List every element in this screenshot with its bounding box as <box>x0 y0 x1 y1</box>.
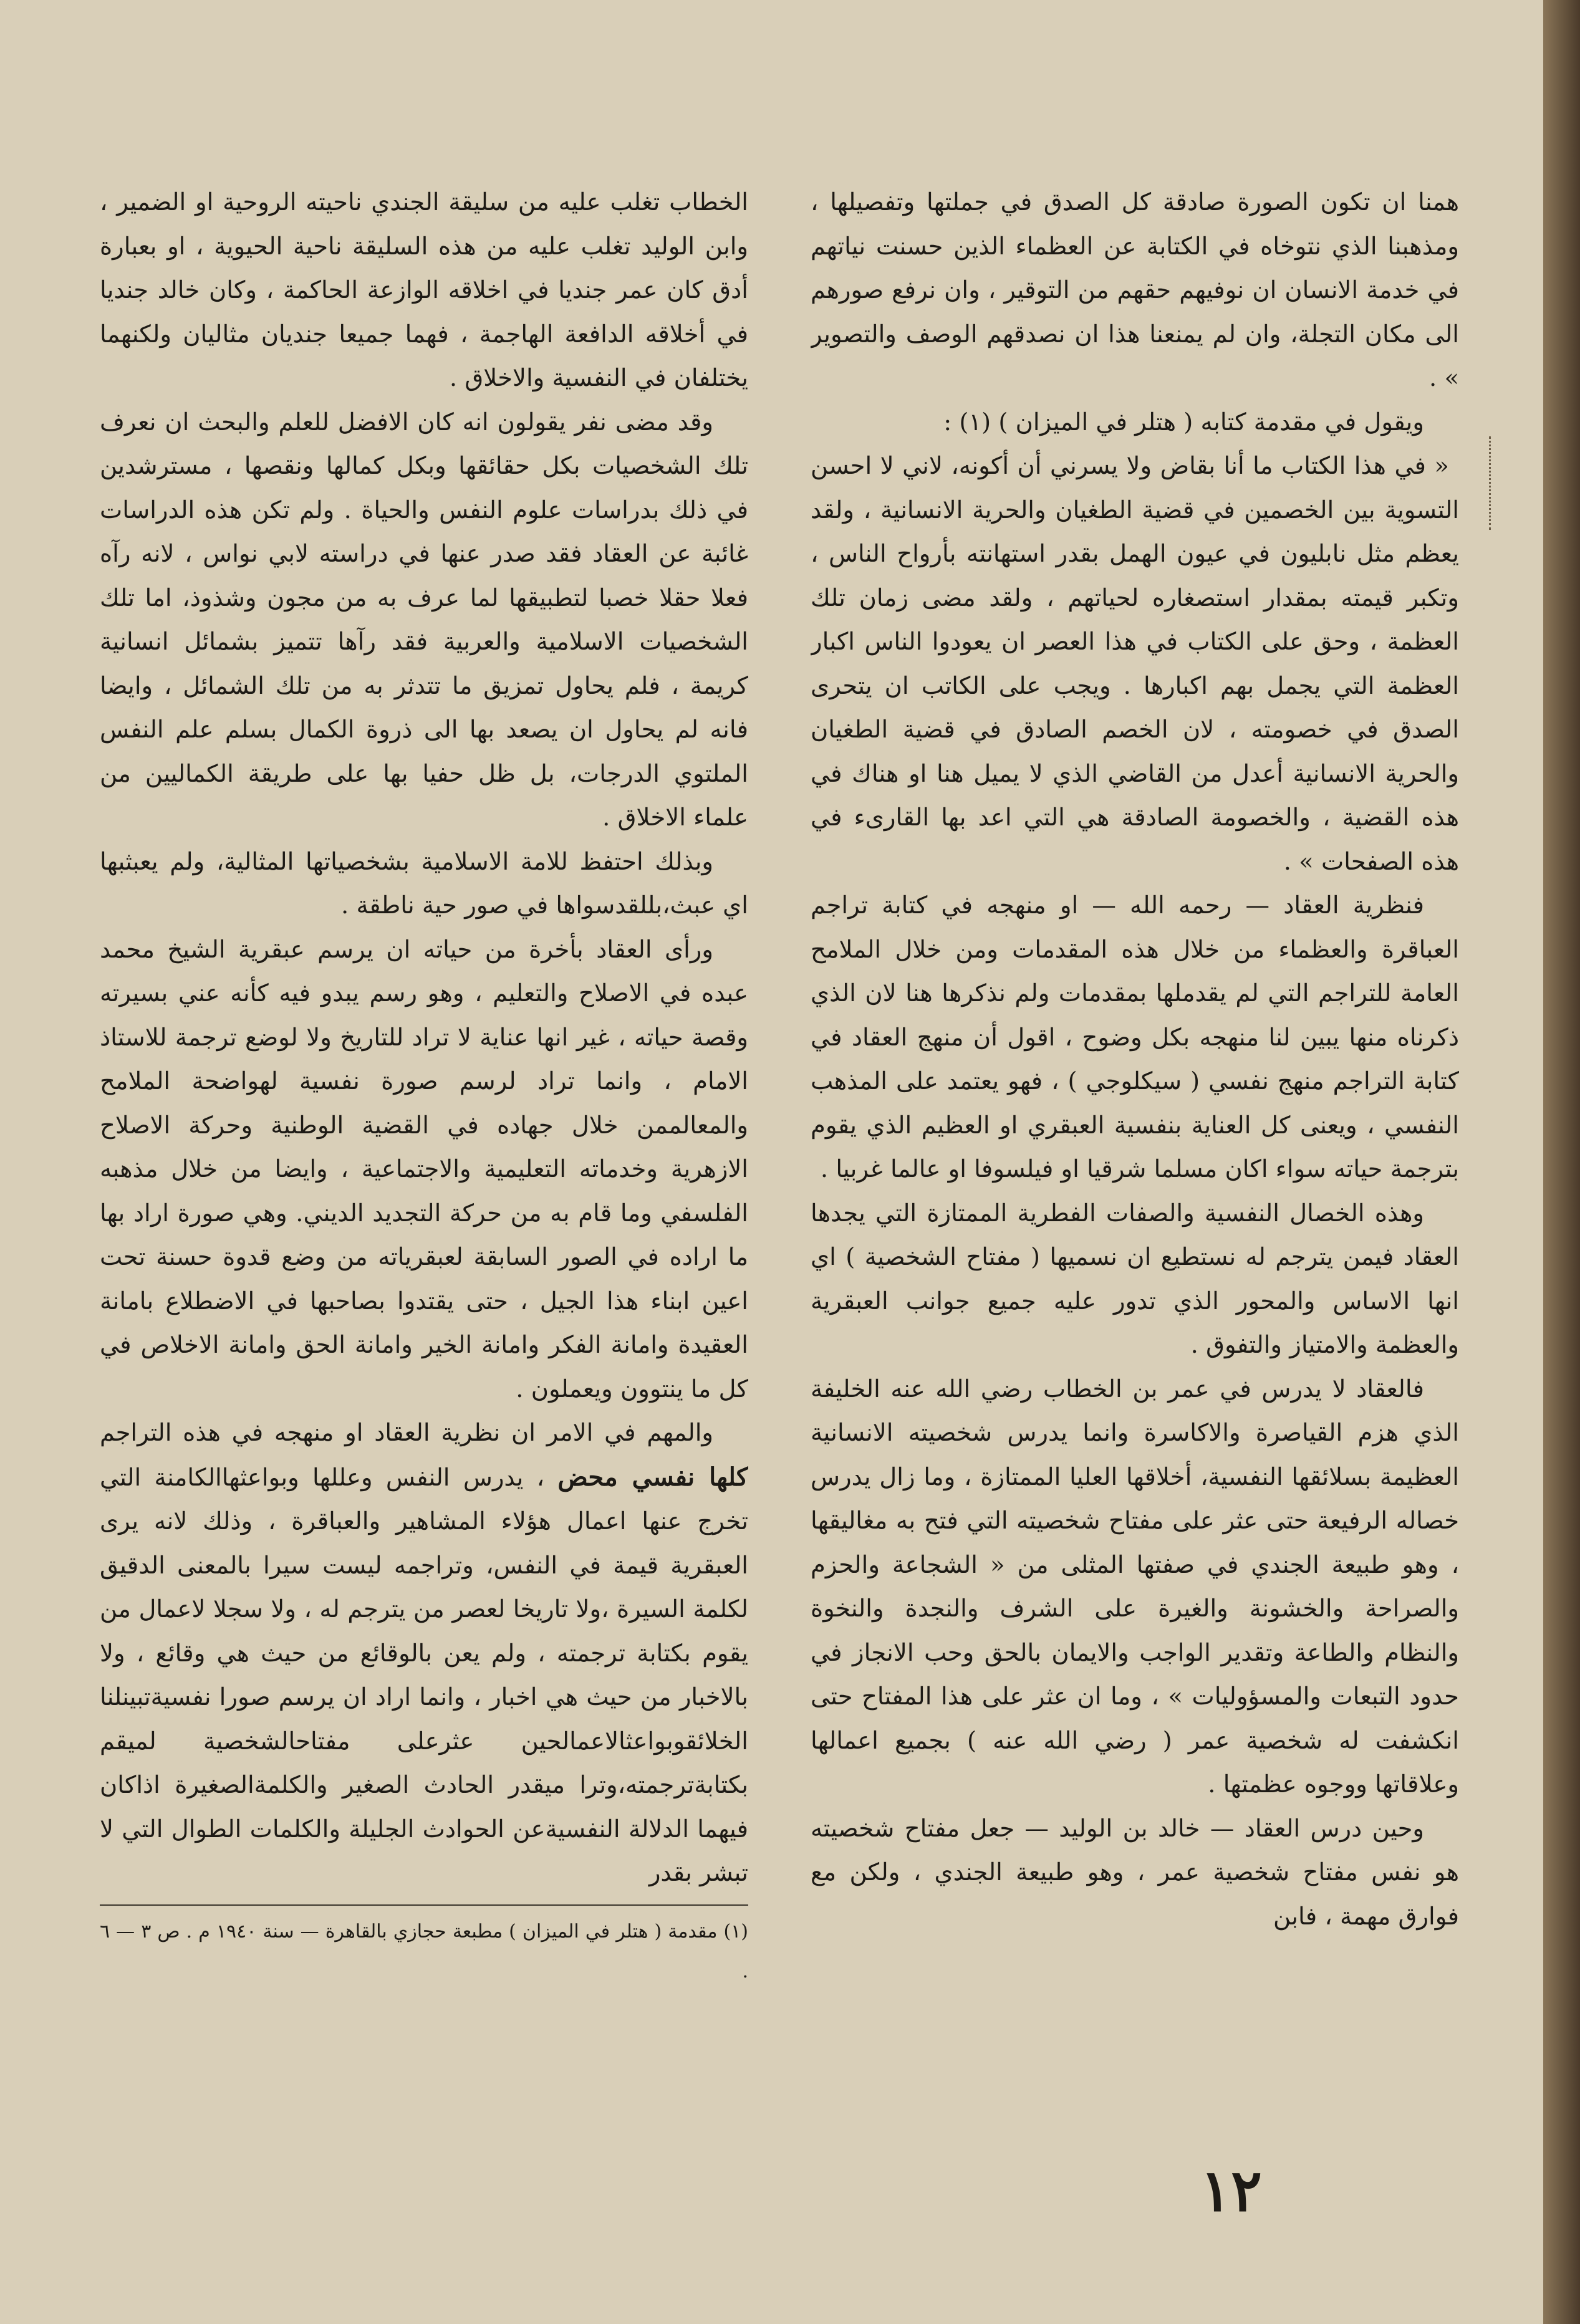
footnote: (١) مقدمة ( هتلر في الميزان ) مطبعة حجازي بالقاهرة — سنة ١٩٤٠ م . ص ٣ — ٦ . <box>100 1920 748 1982</box>
paragraph-text: والمهم في الامر ان نظرية العقاد او منهجه في هذه التراجم <box>100 1419 713 1447</box>
emphasized-phrase: كلها نفسي محض <box>557 1462 748 1492</box>
paragraph: فالعقاد لا يدرس في عمر بن الخطاب رضي الله عنه الخليفة الذي هزم القياصرة والاكاسرة وانما يدرس شخصيته الانسانية العظيمة بسلائقها النفسية، أخلاقها العليا الممتازة ، وما زال يدرس خصاله الرفيعة حتى عثر على مفتاح شخصيته التي فتح به مغاليقها ، وهو طبيعة الجندي في صفتها المثلى من « الشجاعة والحزم والصراحة والخشونة والغيرة على الشرف والنجدة والنخوة والنظام والطاعة وتقدير الواجب والايمان بالحق وحب الانجاز في حدود التبعات والمسؤوليات » ، وما ان عثر على هذا المفتاح حتى انكشفت له شخصية عمر ( رضي الله عنه ) بجميع اعمالها وعلاقاتها ووجوه عظمتها . <box>811 1375 1459 1798</box>
paragraph: وقد مضى نفر يقولون انه كان الافضل للعلم والبحث ان نعرف تلك الشخصيات بكل حقائقها وبكل كمالها ونقصها ، مسترشدين في ذلك بدراسات علوم النفس والحياة . ولم تكن هذه الدراسات غائبة عن العقاد فقد صدر عنها في دراسته لابي نواس ، لانه رآه فعلا حقلا خصبا لتطبيقها لما عرف به من مجون وشذوذ، اما تلك الشخصيات الاسلامية والعربية فقد رآها تتميز بشمائل انسانية كريمة ، فلم يحاول تمزيق ما تتدثر به من تلك الشمائل ، وايضا فانه لم يحاول ان يصعد بها الى ذروة الكمال بسلم علم النفس الملتوي الدرجات، بل ظل حفيا بها على طريقة الكماليين من علماء الاخلاق . <box>100 408 748 832</box>
paragraph: همنا ان تكون الصورة صادقة كل الصدق في جملتها وتفصيلها ، ومذهبنا الذي نتوخاه في الكتابة عن العظماء الذين حسنت نياتهم في خدمة الانسان ان نوفيهم حقهم من التوقير ، وان نرفع صورهم الى مكان التجلة، وان لم يمنعنا هذا ان نصدقهم الوصف والتصوير » . <box>811 188 1459 392</box>
paragraph: وبذلك احتفظ للامة الاسلامية بشخصياتها المثالية، ولم يعبثبها اي عبث،بللقدسواها في صور حية ناطقة . <box>100 847 748 920</box>
paragraph: وحين درس العقاد — خالد بن الوليد — جعل مفتاح شخصيته هو نفس مفتاح شخصية عمر ، وهو طبيعة الجندي ، ولكن مع فوارق مهمة ، فابن <box>811 1814 1459 1931</box>
paragraph: وهذه الخصال النفسية والصفات الفطرية الممتازة التي يجدها العقاد فيمن يترجم له نستطيع ان نسميها ( مفتاح الشخصية ) اي انها الاساس والمحور الذي تدور عليه جميع جوانب العبقرية والعظمة والامتياز والتفوق . <box>811 1199 1459 1359</box>
paragraph <box>100 1411 748 1896</box>
binding-marks <box>1483 436 1491 530</box>
left-text-column <box>100 181 748 2063</box>
paragraph-text: ، يدرس النفس وعللها وبواعثهاالكامنة التي تخرج عنها اعمال هؤلاء المشاهير والعباقرة ، وذلك لانه يرى العبقرية قيمة في النفس، وتراجمه ليست سيرا بالمعنى الدقيق لكلمة السيرة ،ولا تاريخا لعصر من يترجم له ، ولا سجلا لاعمال من يقوم بكتابة ترجمته ، ولم يعن بالوقائع من حيث هي وقائع ، ولا بالاخبار من حيث هي اخبار ، وانما اراد ان يرسم صورا نفسيةتبينلنا الخلائقوبواعثالاعمالحين عثرعلى مفتاحالشخصية لميقم بكتابةترجمته،وترا ميقدر الحادث الصغير والكلمةالصغيرة اذاكان فيهما الدلالة النفسيةعن الحوادث الجليلة والكلمات الطوال التي لا تبشر بقدر <box>100 1463 748 1887</box>
footnote-divider <box>100 1904 748 1906</box>
page-number: ١٢ <box>1200 2157 1262 2224</box>
paragraph: فنظرية العقاد — رحمه الله — او منهجه في كتابة تراجم العباقرة والعظماء من خلال هذه المقدمات ومن خلال الملامح العامة للتراجم التي لم يقدملها بمقدمات ولم نذكرها هنا لان الذي ذكرناه منها يبين لنا منهجه بكل وضوح ، اقول أن منهج العقاد في كتابة التراجم منهج نفسي ( سيكلوجي ) ، فهو يعتمد على المذهب النفسي ، ويعنى كل العناية بنفسية العبقري او العظيم الذي يقوم بترجمة حياته سواء اكان مسلما شرقيا او فيلسوفا او عالما غربيا . <box>811 891 1459 1183</box>
paragraph: ويقول في مقدمة كتابه ( هتلر في الميزان ) (١) : <box>943 408 1424 436</box>
paragraph: ورأى العقاد بأخرة من حياته ان يرسم عبقرية الشيخ محمد عبده في الاصلاح والتعليم ، وهو رسم يبدو فيه كأنه عني بسيرته وقصة حياته ، غير انها عناية لا تراد للتاريخ ولا لوضع ترجمة للاستاذ الامام ، وانما تراد لرسم صورة نفسية لهواضحة الملامح والمعالممن خلال جهاده في القضية الوطنية وحركة الاصلاح الازهرية وخدماته التعليمية والاجتماعية ، وايضا من خلال مذهبه الفلسفي وما قام به من حركة التجديد الديني. وهي صورة اراد بها ما اراده في الصور السابقة لعبقرياته من وضع قدوة حسنة تحت اعين ابناء هذا الجيل ، حتى يقتدوا بصاحبها في الاضطلاع بامانة العقيدة وامانة الفكر وامانة الخير وامانة الحق وامانة الاخلاص في كل ما ينتوون ويعملون . <box>100 935 748 1403</box>
scan-edge <box>1543 0 1580 2324</box>
paragraph: الخطاب تغلب عليه من سليقة الجندي ناحيته الروحية او الضمير ، وابن الوليد تغلب عليه من هذه السليقة ناحية الحيوية ، او بعبارة أدق كان عمر جنديا في اخلاقه الوازعة الحاكمة ، وكان خالد جنديا في أخلاقه الدافعة الهاجمة ، فهما جميعا جنديان مثاليان ولكنهما يختلفان في النفسية والاخلاق . <box>100 188 748 392</box>
right-text-column <box>811 181 1459 2063</box>
quotation-paragraph: « في هذا الكتاب ما أنا بقاض ولا يسرني أن أكونه، لاني لا احسن التسوية بين الخصمين في قضية الطغيان والحرية الانسانية ، ولقد يعظم مثل نابليون في عيون الهمل بقدر استهانته بأرواح الناس ، وتكبر قيمته بمقدار استصغاره لحياتهم ، ولقد مضى زمان تلك العظمة ، وحق على الكتاب في هذا العصر ان يعودوا الناس اكبار العظمة التي يجمل بهم اكبارها . ويجب على الكاتب ان يتحرى الصدق في خصومته ، لان الخصم الصادق في قضية الطغيان والحرية الانسانية أعدل من القاضي الذي لا يميل هنا او هناك في هذه القضية ، والخصومة الصادقة هي التي اعد بها القارىء في هذه الصفحات » . <box>811 452 1459 876</box>
